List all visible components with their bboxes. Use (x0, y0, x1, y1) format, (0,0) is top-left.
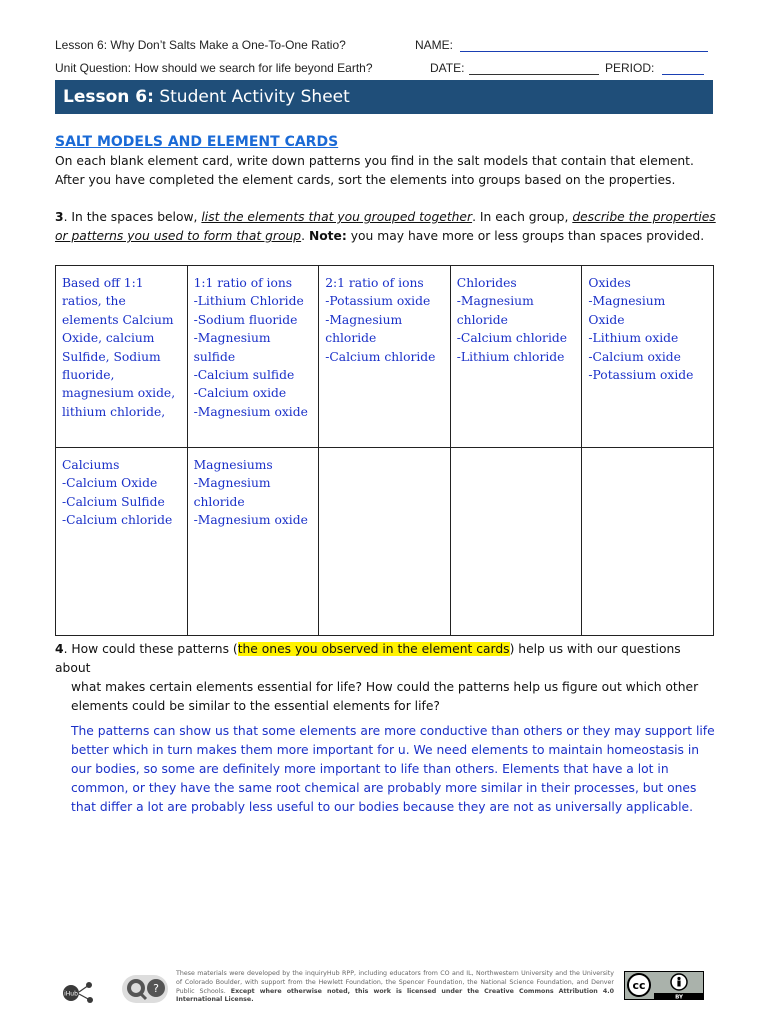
creative-commons-by-badge[interactable] (624, 971, 704, 1000)
group-cell[interactable] (582, 266, 714, 448)
footer-text-main: These materials were developed by the inquiryHub RPP, including educators from CO and IL, Northwestern University and the University of Colorado Boulder, with support from the Hewlett Foundation, the Spencer Foundation, the National Science Foundation, and Denver Public Schools. (176, 970, 614, 995)
banner-rest: Student Activity Sheet (153, 87, 350, 107)
lesson-title-line: Lesson 6: Why Don’t Salts Make a One-To-One Ratio? (55, 38, 346, 52)
cell-text-line: -Calcium Oxide (62, 476, 158, 491)
cell-text-line: -Lithium oxide (588, 331, 679, 346)
cell-text-line: Oxides (588, 276, 631, 290)
group-cell[interactable] (450, 266, 582, 448)
answer-line: that differ a lot are probably less useful to our bodies because they are not as universally applicable. (71, 800, 694, 814)
q4-highlight: the ones you observed in the element cards (237, 642, 510, 656)
q3-text: . In each group, (472, 210, 573, 224)
cell-text-line: Oxide (588, 312, 625, 327)
name-label: NAME: (415, 38, 454, 52)
cell-text-line: -Sodium fluoride (193, 312, 298, 327)
cell-text-line: -Magnesium (193, 476, 271, 491)
cell-text-line: -Calcium chloride (62, 513, 173, 528)
cell-text-line: -Lithium Chloride (193, 294, 304, 309)
q4-line-1 (55, 640, 715, 678)
q4-text: . How could these patterns ( (63, 642, 238, 656)
group-cell[interactable] (56, 266, 188, 448)
cell-text-line: -Magnesium (325, 312, 403, 327)
cell-text-line: -Magnesium oxide (193, 513, 308, 528)
intro-line-2: After you have completed the element cards, sort the elements into groups based on the properties. (55, 173, 676, 187)
period-label: PERIOD: (605, 61, 655, 75)
cell-text-line: Chlorides (456, 276, 517, 290)
unit-question-line: Unit Question: How should we search for life beyond Earth? (55, 61, 373, 75)
cell-text-line: 1:1 ratio of ions (193, 276, 293, 290)
answer-line: The patterns can show us that some elements are more conductive than others or they may support life (71, 724, 715, 738)
inquiryhub-logo (62, 980, 96, 1004)
cell-text-line: Magnesiums (193, 458, 273, 472)
group-cell[interactable] (319, 266, 451, 448)
cell-text-line: ratios, the (62, 294, 126, 309)
q3-text: . (301, 229, 309, 243)
cell-text-line: sulfide (193, 349, 236, 364)
inquiry-magnifier-logo (122, 973, 168, 1005)
answer-line: our bodies, so some are definitely more important to life than others. Elements that have a lot in (71, 762, 669, 776)
cell-text-line: -Calcium chloride (456, 331, 568, 346)
period-field[interactable] (662, 61, 704, 75)
cell-text-line: lithium chloride, (62, 404, 166, 419)
footer-license-text (176, 970, 614, 1005)
lesson-banner (55, 80, 713, 114)
answer-text[interactable] (71, 722, 721, 817)
cell-text-line: Oxide, calcium (62, 331, 155, 346)
question-3 (55, 208, 735, 246)
cell-text-line: chloride (193, 494, 245, 509)
q3-text: . In the spaces below, (63, 210, 202, 224)
table-row (56, 448, 714, 636)
cell-text-line: fluoride, (62, 368, 115, 383)
svg-text:?: ? (153, 982, 159, 995)
grouping-table (55, 265, 714, 636)
q4-text: ) help us with our questions about (55, 642, 681, 675)
q4-line-3: elements could be similar to the essential elements for life? (71, 699, 440, 713)
cell-text-line: -Potassium oxide (588, 368, 694, 383)
cell-text-line: elements Calcium (62, 312, 174, 327)
group-cell[interactable] (319, 448, 451, 636)
date-label: DATE: (430, 61, 465, 75)
cell-text-line: -Calcium Sulfide (62, 494, 165, 509)
cell-text-line: -Magnesium (456, 294, 534, 309)
cell-text-line: chloride (325, 331, 377, 346)
q3-underlined-2b: or patterns you used to form that group (55, 229, 302, 243)
footer-text-bold: Except where otherwise noted, this work is licensed under the Creative Commons Attribution 4.0 International License. (176, 987, 614, 1004)
cell-text-line: Sulfide, Sodium (62, 349, 161, 364)
cell-text-line: -Calcium chloride (325, 349, 436, 364)
cell-text-line: magnesium oxide, (62, 386, 176, 401)
answer-line: common, or they have the same root chemical are probably more similar in their processes, but ones (71, 781, 697, 795)
group-cell[interactable] (187, 266, 319, 448)
cell-text-line: chloride (456, 312, 508, 327)
table-row (56, 266, 714, 448)
cell-text-line: -Calcium sulfide (193, 368, 295, 383)
group-cell[interactable] (187, 448, 319, 636)
date-field[interactable] (469, 61, 599, 75)
cell-text-line: 2:1 ratio of ions (325, 276, 424, 290)
q4-number: 4 (55, 642, 64, 656)
section-title: SALT MODELS AND ELEMENT CARDS (55, 134, 339, 150)
answer-line: better which in turn makes them more important for u. We need elements to maintain homeostasis in (71, 743, 700, 757)
cell-text-line: -Magnesium oxide (193, 404, 308, 419)
intro-line-1: On each blank element card, write down patterns you find in the salt models that contain that element. (55, 154, 694, 168)
name-field[interactable] (460, 38, 708, 52)
q4-line-2: what makes certain elements essential for life? How could the patterns help us figure out which other (71, 680, 699, 694)
cell-text-line: -Magnesium (193, 331, 271, 346)
cell-text-line: -Magnesium (588, 294, 666, 309)
group-cell[interactable] (450, 448, 582, 636)
cc-text: cc (632, 979, 646, 992)
cell-text-line: -Calcium oxide (588, 349, 681, 364)
q3-note-label: Note: (308, 229, 347, 243)
section-intro (55, 152, 735, 190)
q3-text: you may have more or less groups than spaces provided. (346, 229, 705, 243)
cell-text-line: -Calcium oxide (193, 386, 287, 401)
by-text: BY (675, 994, 683, 1000)
cell-text-line: -Potassium oxide (325, 294, 431, 309)
cell-text-line: -Lithium chloride (456, 349, 565, 364)
cell-text-line: Calciums (62, 458, 120, 472)
group-cell[interactable] (582, 448, 714, 636)
logo1-text: iHub (64, 990, 78, 998)
q3-underlined-1: list the elements that you grouped together (201, 210, 473, 224)
cell-text-line: Based off 1:1 (62, 276, 144, 290)
banner-bold: Lesson 6: (63, 87, 154, 107)
question-4 (55, 640, 715, 716)
q3-number: 3 (55, 210, 64, 224)
q3-underlined-2a: describe the properties (572, 210, 716, 224)
group-cell[interactable] (56, 448, 188, 636)
